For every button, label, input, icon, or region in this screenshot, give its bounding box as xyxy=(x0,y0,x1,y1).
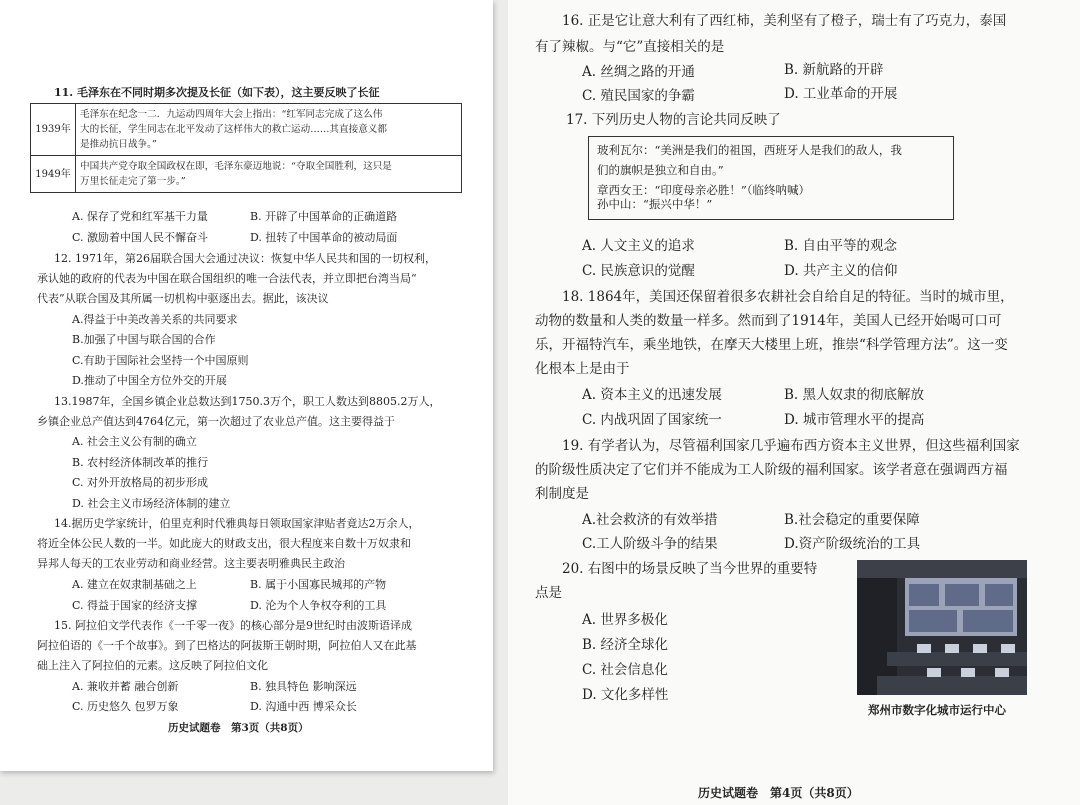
photo-monitor xyxy=(961,668,975,677)
q12-line: 代表”从联合国及其所属一切机构中驱逐出去。据此，该决议 xyxy=(37,292,329,305)
option-b: B. 黑人奴隶的彻底解放 xyxy=(784,387,925,403)
page-footer: 历史试题卷 第3页（共8页） xyxy=(168,722,309,734)
option-c: C. 社会信息化 xyxy=(582,662,668,678)
option-d: D. 扭转了中国革命的被动局面 xyxy=(250,231,398,244)
option-b: B. 开辟了中国革命的正确道路 xyxy=(250,210,398,223)
q16-line: 16. 正是它让意大利有了西红柿，美利坚有了橙子，瑞士有了巧克力，泰国 xyxy=(562,13,1007,29)
screen-tile xyxy=(985,584,1013,606)
option-d: D. 沦为个人争权夺利的工具 xyxy=(250,599,387,612)
option-a: A. 世界多极化 xyxy=(582,612,668,628)
quote-line: 孙中山：“振兴中华！” xyxy=(597,197,713,211)
q18-line: 动物的数量和人类的数量一样多。然而到了1914年，美国人已经开始喝可口可 xyxy=(535,313,1002,329)
option-b: B. 属于小国寡民城邦的产物 xyxy=(250,578,387,591)
q12-line: 12. 1971年，第26届联合国大会通过决议：恢复中华人民共和国的一切权利， xyxy=(54,252,436,265)
option-d: D. 共产主义的信仰 xyxy=(784,263,898,279)
q20-line: 20. 右图中的场景反映了当今世界的重要特 xyxy=(562,561,818,577)
option-c: C. 内战巩固了国家统一 xyxy=(582,412,722,428)
option-b: B. 农村经济体制改革的推行 xyxy=(72,456,209,469)
quote-line: 们的旗帜是独立和自由。” xyxy=(597,163,724,177)
q18-line: 18. 1864年，美国还保留着很多农耕社会自给自足的特征。当时的城市里， xyxy=(562,289,1014,305)
q16-line: 有了辣椒。与“它”直接相关的是 xyxy=(535,39,725,55)
table-row xyxy=(31,104,462,156)
photo-monitor xyxy=(973,644,987,653)
control-center-photo xyxy=(857,560,1027,695)
table-quote xyxy=(76,156,462,193)
option-a: A. 社会主义公有制的确立 xyxy=(72,435,197,448)
table-row xyxy=(31,156,462,193)
quote-line: 是推动抗日战争。” xyxy=(80,139,157,150)
photo-monitor xyxy=(927,668,941,677)
option-a: A. 保存了党和红军基干力量 xyxy=(72,210,208,223)
option-b: B.加强了中国与联合国的合作 xyxy=(72,333,216,346)
option-a: A. 丝绸之路的开通 xyxy=(582,64,695,80)
option-c: C. 得益于国家的经济支撑 xyxy=(72,599,198,612)
q14-line: 异邦人每天的工农业劳动和商业经营。这主要表明雅典民主政治 xyxy=(37,557,345,570)
quote-line: 中国共产党夺取全国政权在即，毛泽东豪迈地说：“夺取全国胜利，这只是 xyxy=(80,161,392,172)
option-a: A.社会救济的有效举措 xyxy=(582,512,718,528)
option-c: C. 对外开放格局的初步形成 xyxy=(72,476,209,489)
option-d: D.推动了中国全方位外交的开展 xyxy=(72,374,227,387)
q19-line: 利制度是 xyxy=(535,486,589,502)
photo-monitor xyxy=(945,644,959,653)
option-a: A. 资本主义的迅速发展 xyxy=(582,387,722,403)
option-c: C. 民族意识的觉醒 xyxy=(582,263,695,279)
q19-line: 19. 有学者认为，尽管福利国家几乎遍布西方资本主义世界，但这些福利国家 xyxy=(562,438,1020,454)
table-year: 1939年 xyxy=(31,104,76,156)
q14-line: 14.据历史学家统计，伯里克利时代雅典每日领取国家津贴者竟达2万余人， xyxy=(54,517,420,530)
q18-line: 乐，开福特汽车，乘坐地铁，在摩天大楼里上班，推崇“科学管理方法”。这一变 xyxy=(535,337,1008,353)
q18-line: 化根本上是由于 xyxy=(535,361,630,377)
option-c: C.工人阶级斗争的结果 xyxy=(582,536,718,552)
option-b: B. 经济全球化 xyxy=(582,637,669,653)
q15-line: 础上注入了阿拉伯的元素。这反映了阿拉伯文化 xyxy=(37,659,268,672)
q11-table xyxy=(30,103,462,193)
option-c: C. 殖民国家的争霸 xyxy=(582,88,695,104)
exam-page-3 xyxy=(0,0,493,771)
exam-page-4 xyxy=(508,0,1080,805)
photo-desk-row xyxy=(877,676,1027,695)
option-a: A. 人文主义的追求 xyxy=(582,238,695,254)
photo-monitor xyxy=(995,668,1009,677)
q17-quote-box xyxy=(588,136,954,220)
photo-monitor xyxy=(1001,644,1015,653)
q19-line: 的阶级性质决定了它们并不能成为工人阶级的福利国家。该学者意在强调西方福 xyxy=(535,462,1008,478)
option-c: C. 激励着中国人民不懈奋斗 xyxy=(72,231,209,244)
option-a: A.得益于中美改善关系的共同要求 xyxy=(72,313,238,326)
option-d: D. 文化多样性 xyxy=(582,687,669,703)
screen-tile xyxy=(945,584,979,606)
option-b: B.社会稳定的重要保障 xyxy=(784,512,920,528)
option-d: D.资产阶级统治的工具 xyxy=(784,536,921,552)
photo-desk-row xyxy=(887,652,1027,666)
photo-ceiling xyxy=(857,560,1027,578)
screen-tile xyxy=(963,610,1013,632)
option-a: A. 兼收并蓄 融合创新 xyxy=(72,680,179,693)
quote-line: 大的长征，学生同志在北平发动了这样伟大的救亡运动……其直接意义都 xyxy=(80,124,387,135)
screen-tile xyxy=(909,584,939,606)
q15-line: 15. 阿拉伯文学代表作《一千零一夜》的核心部分是9世纪时由波斯语译成 xyxy=(54,619,412,632)
quote-line: 毛泽东在纪念一二．九运动四周年大会上指出：“红军同志完成了这么伟 xyxy=(80,109,383,120)
option-a: A. 建立在奴隶制基础之上 xyxy=(72,578,197,591)
option-d: D. 社会主义市场经济体制的建立 xyxy=(72,497,231,510)
photo-monitor xyxy=(917,644,931,653)
quote-line: 玻利瓦尔：“美洲是我们的祖国，西班牙人是我们的敌人，我 xyxy=(597,143,902,157)
option-b: B. 新航路的开辟 xyxy=(784,62,884,78)
screen-tile xyxy=(909,610,957,632)
q20-line: 点是 xyxy=(535,585,562,601)
option-b: B. 独具特色 影响深远 xyxy=(250,680,357,693)
photo-caption: 郑州市数字化城市运行中心 xyxy=(868,703,1006,717)
q11-stem: 11. 毛泽东在不同时期多次提及长征（如下表），这主要反映了长征 xyxy=(54,86,380,99)
page-footer: 历史试题卷 第4页（共8页） xyxy=(698,786,859,800)
q14-line: 将近全体公民人数的一半。如此庞大的财政支出，很大程度来自数十万奴隶和 xyxy=(37,537,411,550)
option-d: D. 工业革命的开展 xyxy=(784,86,898,102)
q15-line: 阿拉伯语的《一千个故事》。到了巴格达的阿拔斯王朝时期，阿拉伯人又在此基 xyxy=(37,639,417,652)
option-b: B. 自由平等的观念 xyxy=(784,238,898,254)
option-d: D. 城市管理水平的提高 xyxy=(784,412,925,428)
option-c: C. 历史悠久 包罗万象 xyxy=(72,700,179,713)
photo-video-wall xyxy=(905,578,1017,636)
quote-line: 万里长征走完了第一步。” xyxy=(80,176,186,187)
option-c: C.有助于国际社会坚持一个中国原则 xyxy=(72,354,249,367)
q12-line: 承认她的政府的代表为中国在联合国组织的唯一合法代表，并立即把台湾当局“ xyxy=(37,272,417,285)
quote-line: 章西女王：“印度母亲必胜！”（临终呐喊） xyxy=(597,183,811,197)
table-year: 1949年 xyxy=(31,156,76,193)
table-quote xyxy=(76,104,462,156)
q17-stem: 17. 下列历史人物的言论共同反映了 xyxy=(566,112,781,128)
q13-line: 13.1987年，全国乡镇企业总数达到1750.3万个，职工人数达到8805.2万人， xyxy=(54,395,441,408)
q13-line: 乡镇企业总产值达到4764亿元，第一次超过了农业总产值。这主要得益于 xyxy=(37,415,395,428)
option-d: D. 沟通中西 博采众长 xyxy=(250,700,357,713)
